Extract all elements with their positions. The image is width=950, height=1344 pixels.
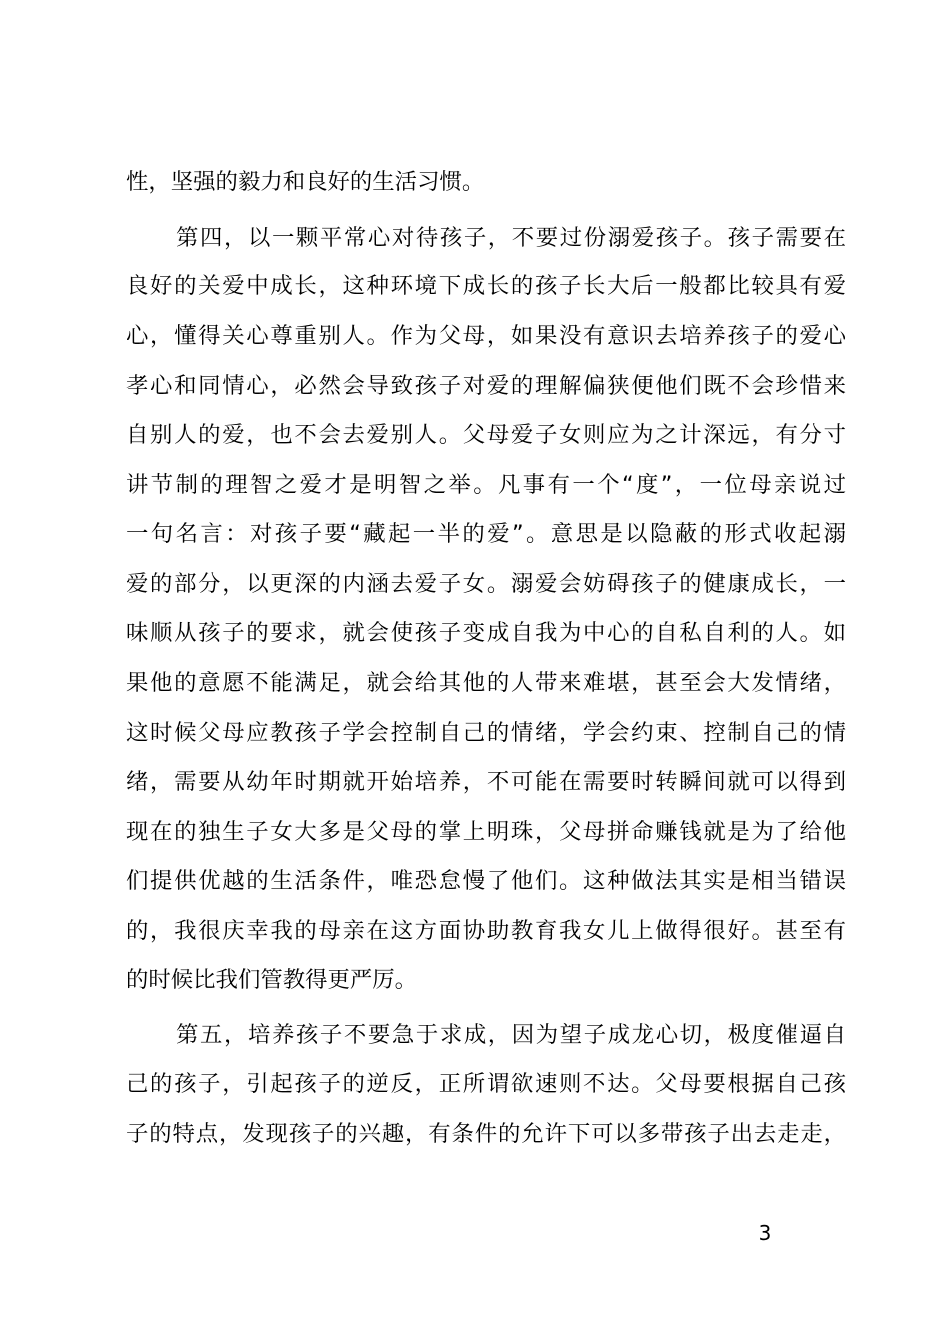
paragraph-line: 们提供优越的生活条件，唯恐怠慢了他们。这种做法其实是相当错误: [126, 868, 846, 894]
page-number: 3: [758, 1221, 772, 1245]
paragraph-line: 自别人的爱，也不会去爱别人。父母爱子女则应为之计深远，有分寸: [126, 422, 846, 448]
paragraph-line: 孝心和同情心，必然会导致孩子对爱的理解偏狭便他们既不会珍惜来: [126, 373, 846, 399]
paragraph-line: 讲节制的理智之爱才是明智之举。凡事有一个“度”，一位母亲说过: [126, 472, 846, 498]
paragraph-line: 的时候比我们管教得更严厉。: [126, 967, 418, 993]
paragraph-line: 一句名言：对孩子要“藏起一半的爱”。意思是以隐蔽的形式收起溺: [126, 521, 846, 547]
paragraph-line: 味顺从孩子的要求，就会使孩子变成自我为中心的自私自利的人。如: [126, 620, 846, 646]
paragraph-line: 良好的关爱中成长，这种环境下成长的孩子长大后一般都比较具有爱: [126, 273, 846, 299]
paragraph-line: 现在的独生子女大多是父母的掌上明珠，父母拼命赚钱就是为了给他: [126, 819, 846, 845]
paragraph-line: 爱的部分，以更深的内涵去爱子女。溺爱会妨碍孩子的健康成长，一: [126, 571, 846, 597]
paragraph-line: 子的特点，发现孩子的兴趣，有条件的允许下可以多带孩子出去走走，: [126, 1121, 846, 1147]
paragraph-line: 己的孩子，引起孩子的逆反，正所谓欲速则不达。父母要根据自己孩: [126, 1071, 846, 1097]
paragraph-line: 绪，需要从幼年时期就开始培养，不可能在需要时转瞬间就可以得到: [126, 769, 846, 795]
paragraph-line: 的，我很庆幸我的母亲在这方面协助教育我女儿上做得很好。甚至有: [126, 918, 846, 944]
paragraph-line: 性，坚强的毅力和良好的生活习惯。: [126, 169, 485, 195]
paragraph-line: 果他的意愿不能满足，就会给其他的人带来难堪，甚至会大发情绪，: [126, 670, 846, 696]
paragraph-line: 这时候父母应教孩子学会控制自己的情绪，学会约束、控制自己的情: [126, 720, 846, 746]
paragraph-line: 第五，培养孩子不要急于求成，因为望子成龙心切，极度催逼自: [176, 1022, 846, 1048]
paragraph-line: 心，懂得关心尊重别人。作为父母，如果没有意识去培养孩子的爱心: [126, 323, 846, 349]
paragraph-line: 第四，以一颗平常心对待孩子，不要过份溺爱孩子。孩子需要在: [176, 225, 846, 251]
